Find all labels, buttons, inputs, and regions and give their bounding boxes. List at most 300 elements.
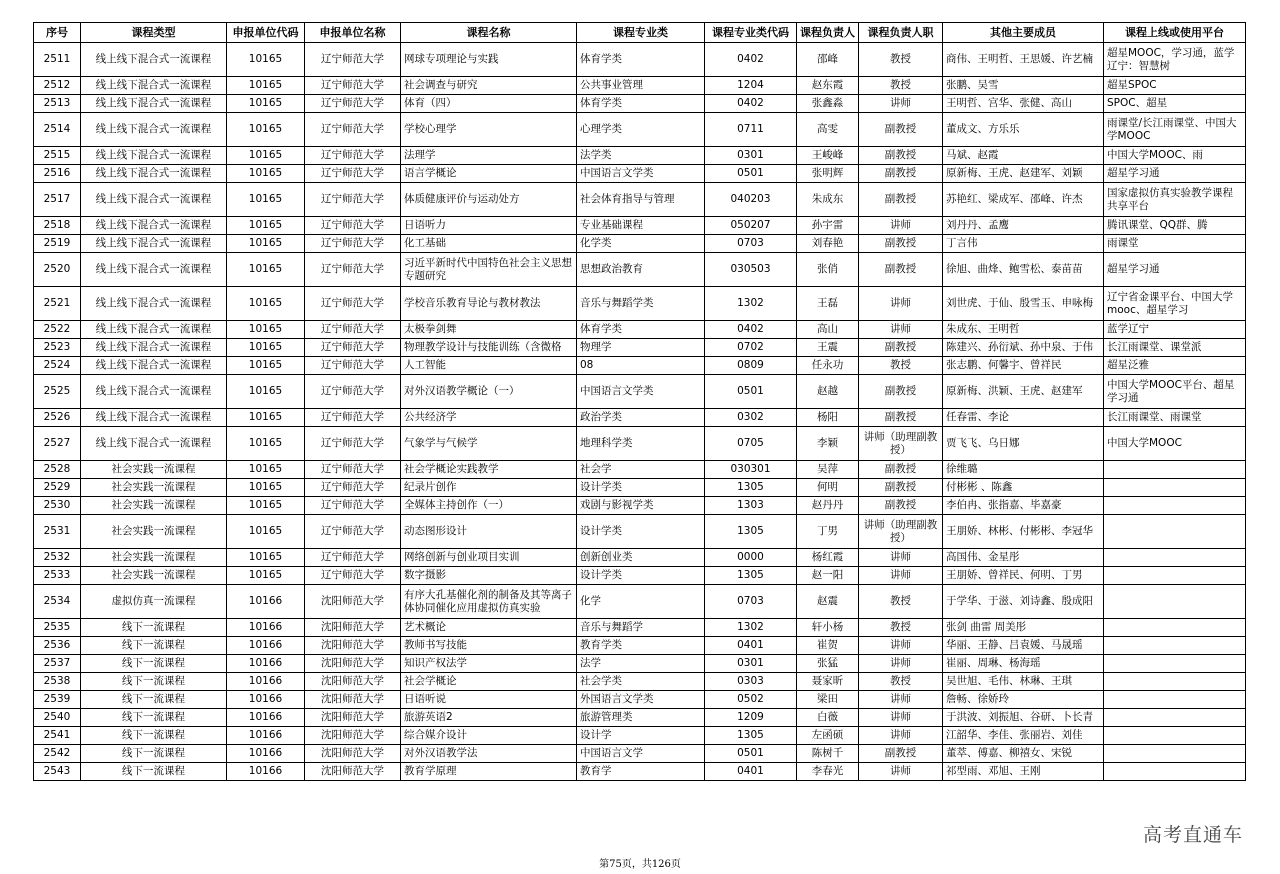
cell-unit-code: 10165 [227, 95, 305, 113]
cell-unit-name: 辽宁师范大学 [305, 183, 401, 217]
cell-unit-code: 10165 [227, 113, 305, 147]
cell-major-category: 中国语言文学 [577, 745, 705, 763]
cell-unit-code: 10165 [227, 183, 305, 217]
cell-major-category: 法学 [577, 655, 705, 673]
cell-unit-name: 辽宁师范大学 [305, 235, 401, 253]
cell-major-code: 0303 [705, 673, 797, 691]
cell-course-name: 物理教学设计与技能训练（含微格 [401, 339, 577, 357]
cell-other-members: 张剑 曲雷 周美彤 [943, 619, 1104, 637]
cell-unit-code: 10166 [227, 691, 305, 709]
cell-course-type: 线下一流课程 [81, 691, 227, 709]
cell-major-category: 音乐与舞蹈学类 [577, 287, 705, 321]
cell-course-type: 线上线下混合式一流课程 [81, 217, 227, 235]
table-row [34, 235, 1246, 253]
cell-course-type: 线上线下混合式一流课程 [81, 375, 227, 409]
table-row [34, 549, 1246, 567]
cell-lead-title: 讲师 [859, 567, 943, 585]
cell-serial-number: 2535 [34, 619, 81, 637]
cell-unit-code: 10165 [227, 461, 305, 479]
cell-unit-name: 辽宁师范大学 [305, 287, 401, 321]
cell-course-lead: 任永功 [797, 357, 859, 375]
cell-course-name: 综合媒介设计 [401, 727, 577, 745]
cell-serial-number: 2513 [34, 95, 81, 113]
cell-lead-title: 副教授 [859, 479, 943, 497]
cell-course-lead: 王震 [797, 339, 859, 357]
cell-unit-code: 10165 [227, 147, 305, 165]
cell-other-members: 王明哲、宫华、张健、高山 [943, 95, 1104, 113]
table-row [34, 673, 1246, 691]
cell-other-members: 任春雷、李论 [943, 409, 1104, 427]
cell-course-type: 线下一流课程 [81, 727, 227, 745]
cell-course-name: 语言学概论 [401, 165, 577, 183]
cell-major-category: 教育学 [577, 763, 705, 781]
table-row [34, 287, 1246, 321]
table-row [34, 745, 1246, 763]
cell-serial-number: 2529 [34, 479, 81, 497]
cell-platform [1104, 673, 1246, 691]
table-row [34, 43, 1246, 77]
table-row [34, 165, 1246, 183]
cell-unit-name: 辽宁师范大学 [305, 253, 401, 287]
cell-serial-number: 2515 [34, 147, 81, 165]
cell-other-members: 付彬彬 、陈鑫 [943, 479, 1104, 497]
cell-unit-name: 辽宁师范大学 [305, 147, 401, 165]
table-row [34, 321, 1246, 339]
cell-platform: 腾讯课堂、QQ群、腾 [1104, 217, 1246, 235]
cell-other-members: 高国伟、金星彤 [943, 549, 1104, 567]
cell-other-members: 朱成东、王明哲 [943, 321, 1104, 339]
cell-serial-number: 2527 [34, 427, 81, 461]
cell-course-name: 人工智能 [401, 357, 577, 375]
cell-other-members: 张志鹏、何馨宇、曾祥民 [943, 357, 1104, 375]
cell-course-type: 线上线下混合式一流课程 [81, 165, 227, 183]
cell-course-lead: 刘春艳 [797, 235, 859, 253]
cell-course-type: 线下一流课程 [81, 637, 227, 655]
cell-major-category: 中国语言文学类 [577, 165, 705, 183]
cell-course-type: 线上线下混合式一流课程 [81, 147, 227, 165]
cell-lead-title: 讲师（助理副教授） [859, 427, 943, 461]
cell-course-lead: 赵丹丹 [797, 497, 859, 515]
cell-lead-title: 教授 [859, 619, 943, 637]
cell-major-code: 0702 [705, 339, 797, 357]
cell-major-code: 0301 [705, 655, 797, 673]
cell-course-lead: 王峻峰 [797, 147, 859, 165]
cell-platform: 雨课堂 [1104, 235, 1246, 253]
cell-lead-title: 讲师 [859, 691, 943, 709]
table-row [34, 147, 1246, 165]
table-row [34, 479, 1246, 497]
cell-course-lead: 孙宇雷 [797, 217, 859, 235]
cell-serial-number: 2539 [34, 691, 81, 709]
cell-platform [1104, 567, 1246, 585]
cell-course-lead: 吴萍 [797, 461, 859, 479]
cell-course-name: 体育（四） [401, 95, 577, 113]
cell-platform: 超星泛雅 [1104, 357, 1246, 375]
cell-unit-name: 辽宁师范大学 [305, 217, 401, 235]
cell-major-category: 心理学类 [577, 113, 705, 147]
cell-lead-title: 讲师 [859, 287, 943, 321]
cell-course-type: 线下一流课程 [81, 763, 227, 781]
cell-major-code: 0705 [705, 427, 797, 461]
cell-lead-title: 讲师（助理副教授） [859, 515, 943, 549]
watermark: 高考直通车 [1143, 824, 1244, 846]
cell-unit-code: 10165 [227, 357, 305, 375]
cell-unit-name: 辽宁师范大学 [305, 165, 401, 183]
cell-major-code: 0809 [705, 357, 797, 375]
cell-major-code: 0401 [705, 637, 797, 655]
cell-other-members: 苏艳红、梁成军、邵峰、许杰 [943, 183, 1104, 217]
cell-major-code: 1303 [705, 497, 797, 515]
cell-lead-title: 副教授 [859, 497, 943, 515]
cell-platform [1104, 497, 1246, 515]
cell-course-type: 社会实践一流课程 [81, 497, 227, 515]
cell-unit-name: 辽宁师范大学 [305, 497, 401, 515]
cell-major-category: 化学 [577, 585, 705, 619]
cell-course-lead: 张俏 [797, 253, 859, 287]
cell-course-type: 线上线下混合式一流课程 [81, 235, 227, 253]
cell-platform [1104, 461, 1246, 479]
cell-major-category: 社会学类 [577, 673, 705, 691]
cell-course-type: 线下一流课程 [81, 673, 227, 691]
cell-unit-name: 辽宁师范大学 [305, 549, 401, 567]
cell-major-code: 0000 [705, 549, 797, 567]
column-header: 申报单位代码 [227, 23, 305, 43]
cell-platform [1104, 619, 1246, 637]
cell-course-lead: 聂家昕 [797, 673, 859, 691]
cell-unit-name: 沈阳师范大学 [305, 727, 401, 745]
cell-course-name: 学校音乐教育导论与教材教法 [401, 287, 577, 321]
cell-serial-number: 2512 [34, 77, 81, 95]
cell-course-lead: 杨红霞 [797, 549, 859, 567]
column-header: 课程负责人职 [859, 23, 943, 43]
cell-platform: 中国大学MOOC [1104, 427, 1246, 461]
cell-other-members: 王朋娇、曾祥民、何明、丁男 [943, 567, 1104, 585]
cell-course-lead: 赵东霞 [797, 77, 859, 95]
cell-major-category: 设计学类 [577, 515, 705, 549]
cell-other-members: 刘世虎、于仙、殷雪玉、申咏梅 [943, 287, 1104, 321]
cell-course-name: 教师书写技能 [401, 637, 577, 655]
cell-course-lead: 李颖 [797, 427, 859, 461]
cell-major-category: 思想政治教育 [577, 253, 705, 287]
cell-other-members: 张鹏、吴雪 [943, 77, 1104, 95]
cell-serial-number: 2534 [34, 585, 81, 619]
cell-serial-number: 2525 [34, 375, 81, 409]
cell-course-name: 习近平新时代中国特色社会主义思想专题研究 [401, 253, 577, 287]
table-row [34, 77, 1246, 95]
cell-course-type: 线下一流课程 [81, 709, 227, 727]
cell-major-code: 0302 [705, 409, 797, 427]
cell-unit-code: 10165 [227, 549, 305, 567]
cell-course-name: 化工基础 [401, 235, 577, 253]
cell-course-name: 社会学概论 [401, 673, 577, 691]
cell-platform: 超星MOOC，学习通，蓝学辽宁：智慧树 [1104, 43, 1246, 77]
table-row [34, 763, 1246, 781]
cell-unit-name: 辽宁师范大学 [305, 515, 401, 549]
cell-unit-code: 10165 [227, 479, 305, 497]
cell-course-lead: 赵越 [797, 375, 859, 409]
cell-platform [1104, 637, 1246, 655]
table-row [34, 95, 1246, 113]
cell-course-type: 社会实践一流课程 [81, 479, 227, 497]
table-row [34, 691, 1246, 709]
cell-major-category: 体育学类 [577, 321, 705, 339]
page-number: 第75页，共126页 [599, 859, 681, 870]
cell-major-category: 体育学类 [577, 43, 705, 77]
column-header: 课程专业类 [577, 23, 705, 43]
cell-lead-title: 副教授 [859, 113, 943, 147]
cell-platform: 雨课堂/长江雨课堂、中国大学MOOC [1104, 113, 1246, 147]
cell-unit-name: 辽宁师范大学 [305, 77, 401, 95]
cell-major-code: 0301 [705, 147, 797, 165]
cell-serial-number: 2514 [34, 113, 81, 147]
cell-course-name: 知识产权法学 [401, 655, 577, 673]
cell-unit-name: 辽宁师范大学 [305, 427, 401, 461]
column-header: 课程类型 [81, 23, 227, 43]
cell-course-type: 线上线下混合式一流课程 [81, 43, 227, 77]
cell-course-type: 社会实践一流课程 [81, 567, 227, 585]
table-row [34, 357, 1246, 375]
cell-course-lead: 梁田 [797, 691, 859, 709]
cell-major-category: 创新创业类 [577, 549, 705, 567]
cell-lead-title: 教授 [859, 357, 943, 375]
cell-lead-title: 教授 [859, 673, 943, 691]
table-row [34, 113, 1246, 147]
cell-unit-name: 辽宁师范大学 [305, 357, 401, 375]
cell-lead-title: 讲师 [859, 95, 943, 113]
cell-course-name: 网球专项理论与实践 [401, 43, 577, 77]
cell-serial-number: 2517 [34, 183, 81, 217]
cell-serial-number: 2522 [34, 321, 81, 339]
cell-course-name: 体质健康评价与运动处方 [401, 183, 577, 217]
cell-lead-title: 讲师 [859, 637, 943, 655]
cell-major-code: 1305 [705, 727, 797, 745]
table-row [34, 427, 1246, 461]
table-row [34, 655, 1246, 673]
cell-platform [1104, 691, 1246, 709]
cell-unit-code: 10166 [227, 637, 305, 655]
cell-major-code: 0501 [705, 375, 797, 409]
cell-major-category: 中国语言文学类 [577, 375, 705, 409]
cell-platform: 超星SPOC [1104, 77, 1246, 95]
cell-course-lead: 左函硕 [797, 727, 859, 745]
cell-major-code: 0502 [705, 691, 797, 709]
cell-unit-name: 沈阳师范大学 [305, 655, 401, 673]
cell-course-lead: 轩小杨 [797, 619, 859, 637]
cell-unit-code: 10165 [227, 321, 305, 339]
cell-major-category: 设计学类 [577, 567, 705, 585]
table-row [34, 339, 1246, 357]
cell-serial-number: 2521 [34, 287, 81, 321]
column-header: 申报单位名称 [305, 23, 401, 43]
cell-unit-code: 10166 [227, 709, 305, 727]
cell-course-name: 对外汉语教学概论（一） [401, 375, 577, 409]
cell-course-lead: 何明 [797, 479, 859, 497]
cell-course-lead: 王磊 [797, 287, 859, 321]
cell-lead-title: 副教授 [859, 339, 943, 357]
cell-unit-code: 10165 [227, 217, 305, 235]
cell-other-members: 董萃、傅嘉、柳禧女、宋锐 [943, 745, 1104, 763]
table-row [34, 637, 1246, 655]
cell-course-lead: 丁男 [797, 515, 859, 549]
cell-course-name: 日语听说 [401, 691, 577, 709]
cell-serial-number: 2518 [34, 217, 81, 235]
cell-major-code: 0402 [705, 43, 797, 77]
cell-major-category: 化学类 [577, 235, 705, 253]
cell-lead-title: 副教授 [859, 461, 943, 479]
cell-lead-title: 副教授 [859, 745, 943, 763]
cell-unit-name: 沈阳师范大学 [305, 709, 401, 727]
cell-unit-name: 辽宁师范大学 [305, 339, 401, 357]
cell-course-type: 线上线下混合式一流课程 [81, 339, 227, 357]
cell-lead-title: 副教授 [859, 147, 943, 165]
cell-course-name: 公共经济学 [401, 409, 577, 427]
cell-unit-code: 10165 [227, 409, 305, 427]
cell-lead-title: 讲师 [859, 549, 943, 567]
cell-course-type: 线上线下混合式一流课程 [81, 113, 227, 147]
cell-course-lead: 邵峰 [797, 43, 859, 77]
cell-serial-number: 2526 [34, 409, 81, 427]
cell-course-type: 线上线下混合式一流课程 [81, 77, 227, 95]
cell-course-lead: 张明辉 [797, 165, 859, 183]
table-row [34, 727, 1246, 745]
cell-platform [1104, 745, 1246, 763]
cell-major-category: 物理学 [577, 339, 705, 357]
cell-course-name: 学校心理学 [401, 113, 577, 147]
cell-platform: 中国大学MOOC平台、超星学习通 [1104, 375, 1246, 409]
cell-major-category: 体育学类 [577, 95, 705, 113]
cell-other-members: 詹畅、徐娇玲 [943, 691, 1104, 709]
cell-other-members: 徐维璐 [943, 461, 1104, 479]
cell-unit-code: 10165 [227, 427, 305, 461]
cell-serial-number: 2541 [34, 727, 81, 745]
cell-lead-title: 副教授 [859, 409, 943, 427]
cell-serial-number: 2530 [34, 497, 81, 515]
cell-lead-title: 副教授 [859, 253, 943, 287]
cell-course-lead: 李春光 [797, 763, 859, 781]
cell-unit-code: 10166 [227, 619, 305, 637]
cell-unit-code: 10165 [227, 497, 305, 515]
column-header: 课程负责人 [797, 23, 859, 43]
cell-unit-name: 辽宁师范大学 [305, 567, 401, 585]
cell-course-type: 线上线下混合式一流课程 [81, 95, 227, 113]
cell-other-members: 丁言伟 [943, 235, 1104, 253]
cell-other-members: 贾飞飞、乌日娜 [943, 427, 1104, 461]
cell-serial-number: 2536 [34, 637, 81, 655]
cell-unit-code: 10166 [227, 585, 305, 619]
cell-unit-name: 辽宁师范大学 [305, 375, 401, 409]
cell-other-members: 江韶华、李佳、张丽岩、刘佳 [943, 727, 1104, 745]
cell-lead-title: 副教授 [859, 165, 943, 183]
cell-platform [1104, 727, 1246, 745]
cell-major-category: 政治学类 [577, 409, 705, 427]
cell-major-code: 0501 [705, 165, 797, 183]
cell-course-name: 网络创新与创业项目实训 [401, 549, 577, 567]
cell-course-type: 线上线下混合式一流课程 [81, 287, 227, 321]
cell-unit-code: 10166 [227, 655, 305, 673]
cell-unit-code: 10165 [227, 77, 305, 95]
cell-course-name: 纪录片创作 [401, 479, 577, 497]
cell-serial-number: 2520 [34, 253, 81, 287]
cell-course-name: 气象学与气候学 [401, 427, 577, 461]
cell-lead-title: 副教授 [859, 375, 943, 409]
cell-unit-name: 辽宁师范大学 [305, 43, 401, 77]
cell-course-lead: 高山 [797, 321, 859, 339]
table-row [34, 253, 1246, 287]
cell-unit-name: 辽宁师范大学 [305, 321, 401, 339]
cell-other-members: 刘丹丹、孟鹰 [943, 217, 1104, 235]
cell-other-members: 吴世旭、毛伟、林琳、王琪 [943, 673, 1104, 691]
table-row [34, 619, 1246, 637]
cell-major-code: 1305 [705, 567, 797, 585]
cell-unit-name: 辽宁师范大学 [305, 95, 401, 113]
cell-course-name: 全媒体主持创作（一） [401, 497, 577, 515]
cell-major-category: 社会学 [577, 461, 705, 479]
cell-course-lead: 赵震 [797, 585, 859, 619]
cell-major-category: 教育学类 [577, 637, 705, 655]
cell-other-members: 祁型雨、邓旭、王刚 [943, 763, 1104, 781]
table-row [34, 409, 1246, 427]
column-header: 序号 [34, 23, 81, 43]
cell-course-name: 社会调查与研究 [401, 77, 577, 95]
cell-course-lead: 陈树千 [797, 745, 859, 763]
cell-course-type: 线上线下混合式一流课程 [81, 409, 227, 427]
cell-course-type: 虚拟仿真一流课程 [81, 585, 227, 619]
cell-platform [1104, 549, 1246, 567]
cell-unit-code: 10165 [227, 165, 305, 183]
cell-major-code: 050207 [705, 217, 797, 235]
cell-serial-number: 2524 [34, 357, 81, 375]
cell-course-type: 社会实践一流课程 [81, 515, 227, 549]
cell-platform: 长江雨课堂、课堂派 [1104, 339, 1246, 357]
cell-unit-name: 沈阳师范大学 [305, 763, 401, 781]
cell-platform: 长江雨课堂、雨课堂 [1104, 409, 1246, 427]
cell-unit-name: 沈阳师范大学 [305, 619, 401, 637]
cell-serial-number: 2532 [34, 549, 81, 567]
cell-other-members: 原新梅、洪颖、王虎、赵建军 [943, 375, 1104, 409]
cell-course-type: 线上线下混合式一流课程 [81, 253, 227, 287]
cell-course-lead: 崔贺 [797, 637, 859, 655]
cell-unit-code: 10165 [227, 567, 305, 585]
cell-platform [1104, 763, 1246, 781]
course-table [33, 22, 1246, 781]
column-header: 课程专业类代码 [705, 23, 797, 43]
cell-major-code: 0401 [705, 763, 797, 781]
cell-platform [1104, 709, 1246, 727]
cell-lead-title: 教授 [859, 585, 943, 619]
cell-course-name: 太极拳剑舞 [401, 321, 577, 339]
cell-platform: 超星学习通 [1104, 253, 1246, 287]
cell-unit-code: 10165 [227, 43, 305, 77]
cell-serial-number: 2538 [34, 673, 81, 691]
cell-major-category: 法学类 [577, 147, 705, 165]
table-header-row [34, 23, 1246, 43]
cell-unit-code: 10165 [227, 375, 305, 409]
cell-major-code: 030301 [705, 461, 797, 479]
cell-unit-code: 10165 [227, 515, 305, 549]
cell-course-type: 线下一流课程 [81, 619, 227, 637]
cell-course-type: 线上线下混合式一流课程 [81, 357, 227, 375]
cell-serial-number: 2540 [34, 709, 81, 727]
cell-course-name: 日语听力 [401, 217, 577, 235]
cell-other-members: 于学华、于滋、刘诗鑫、殷成阳 [943, 585, 1104, 619]
cell-course-name: 动态图形设计 [401, 515, 577, 549]
cell-lead-title: 教授 [859, 43, 943, 77]
cell-lead-title: 副教授 [859, 183, 943, 217]
cell-course-name: 对外汉语教学法 [401, 745, 577, 763]
cell-other-members: 董成文、方乐乐 [943, 113, 1104, 147]
column-header: 课程上线或使用平台 [1104, 23, 1246, 43]
cell-lead-title: 教授 [859, 77, 943, 95]
